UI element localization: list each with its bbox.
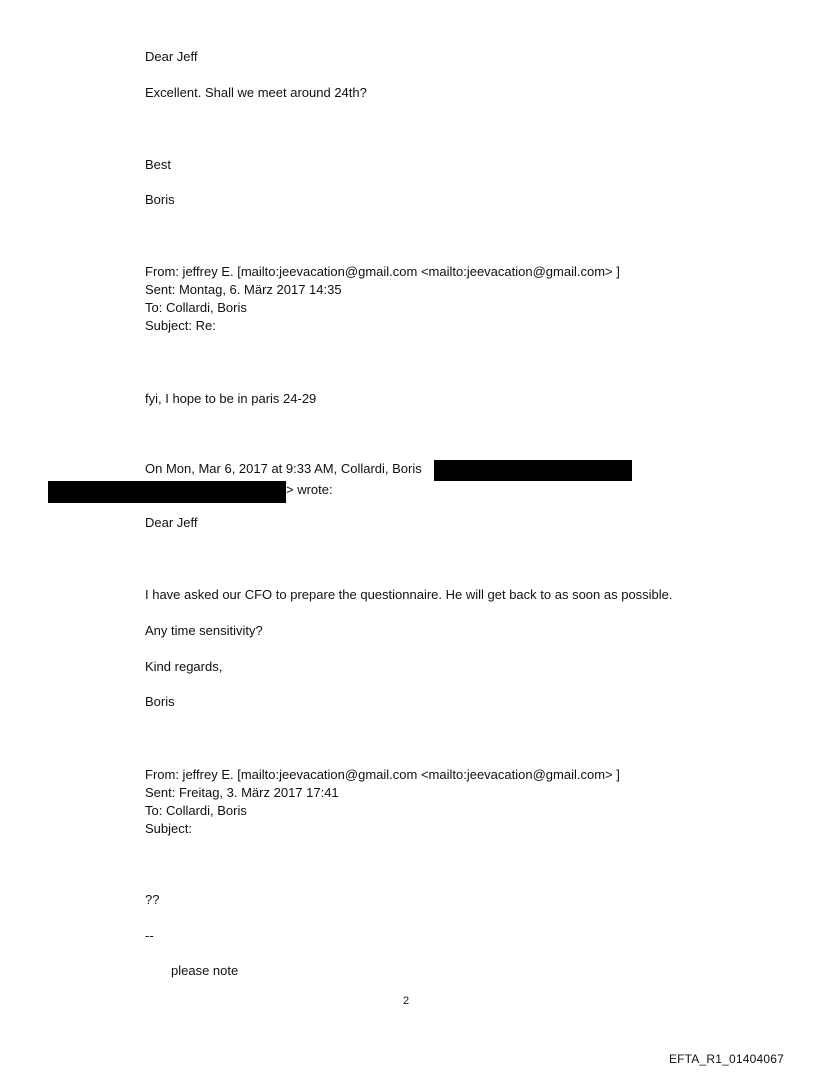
header-2-sent: Sent: Freitag, 3. März 2017 17:41	[145, 785, 339, 800]
header-1-sent: Sent: Montag, 6. März 2017 14:35	[145, 282, 342, 297]
message-1-body: fyi, I hope to be in paris 24-29	[145, 391, 317, 406]
page-number: 2	[403, 995, 410, 1007]
message-3-separator: --	[145, 928, 154, 943]
header-1-subject: Subject: Re:	[145, 318, 216, 333]
header-2-from: From: jeffrey E. [mailto:jeevacation@gmail.com <mailto:jeevacation@gmail.com> ]	[145, 767, 620, 782]
quote-attribution-start: On Mon, Mar 6, 2017 at 9:33 AM, Collardi, Boris	[145, 461, 422, 476]
header-2-subject: Subject:	[145, 821, 192, 836]
header-1-to: To: Collardi, Boris	[145, 300, 247, 315]
document-id: EFTA_R1_01404067	[668, 1052, 784, 1066]
reply-signature: Boris	[145, 192, 175, 207]
message-3-note: please note	[171, 963, 239, 978]
message-2-closing: Kind regards,	[145, 659, 223, 674]
redaction-bar	[434, 460, 632, 481]
quote-attribution-end: > wrote:	[286, 482, 333, 497]
header-2-to: To: Collardi, Boris	[145, 803, 247, 818]
reply-closing: Best	[145, 157, 172, 172]
header-1-from: From: jeffrey E. [mailto:jeevacation@gmail.com <mailto:jeevacation@gmail.com> ]	[145, 264, 620, 279]
message-2-question: Any time sensitivity?	[145, 623, 263, 638]
reply-body: Excellent. Shall we meet around 24th?	[145, 85, 367, 100]
message-2-greeting: Dear Jeff	[145, 515, 198, 530]
redaction-bar	[48, 481, 286, 503]
reply-greeting: Dear Jeff	[145, 49, 198, 64]
message-3-body: ??	[145, 892, 160, 907]
message-2-signature: Boris	[145, 694, 175, 709]
message-2-body: I have asked our CFO to prepare the questionnaire. He will get back to as soon as possible.	[145, 587, 673, 602]
